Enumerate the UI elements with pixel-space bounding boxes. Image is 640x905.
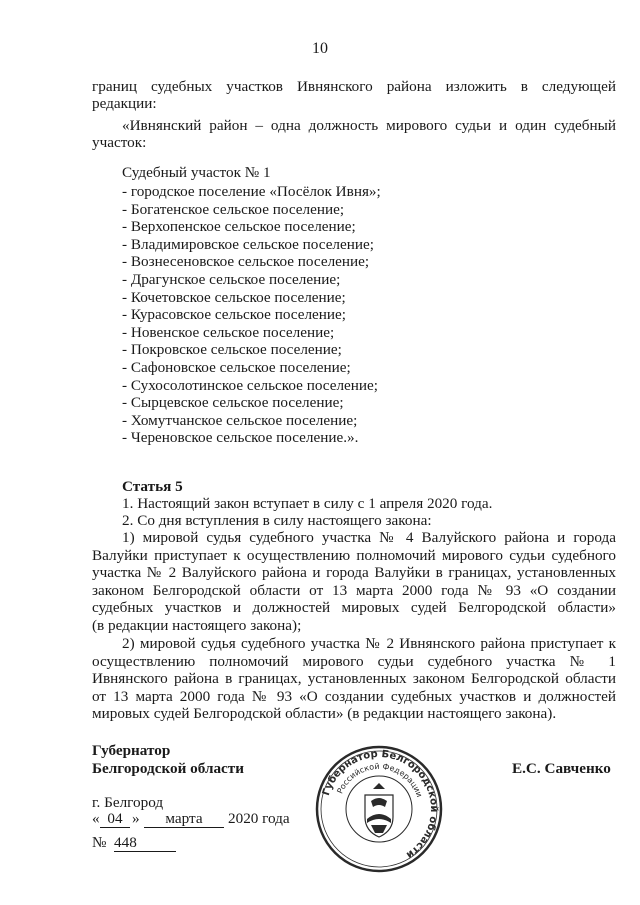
date-month: марта <box>144 810 224 828</box>
date-quote-close: » <box>132 810 140 827</box>
official-seal <box>315 745 443 873</box>
district-list-item: - городское поселение «Посёлок Ивня»; <box>122 183 381 200</box>
governor-title-1: Губернатор <box>92 742 171 759</box>
article-p3-line: законом Белгородской области от 13 марта 2000 года № 93 «О создании <box>92 581 616 599</box>
date-quote-open: « <box>92 810 100 827</box>
article-p3-line: 1) мировой судья судебного участка № 4 Валуйского района и города <box>122 529 616 546</box>
page-number: 10 <box>312 40 328 57</box>
article-heading: Статья 5 <box>122 478 183 495</box>
district-list-item: - Кочетовское сельское поселение; <box>122 288 346 306</box>
seal-inner-text: Российской Федерации <box>335 761 425 799</box>
article-p4-line: Ивнянского района в границах, установленных законом Белгородской области <box>92 670 616 688</box>
seal-outer-text: Губернатор Белгородской области <box>320 748 440 861</box>
article-p3-line: Валуйки приступает к осуществлению полномочий мирового судьи судебного <box>92 546 616 564</box>
district-list-item: - Покровское сельское поселение; <box>122 341 342 359</box>
article-p2: 2. Со дня вступления в силу настоящего закона: <box>122 512 432 529</box>
article-p4-last: мировых судей Белгородской области» (в редакции настоящего закона). <box>92 705 557 722</box>
district-list-item: - Курасовское сельское поселение; <box>122 306 346 324</box>
district-list-item: - Драгунское сельское поселение; <box>122 271 341 288</box>
article-p1: 1. Настоящий закон вступает в силу с 1 апреля 2020 года. <box>122 495 493 512</box>
quote-line-1: «Ивнянский район – одна должность мирового судьи и один судебный <box>122 117 616 134</box>
district-list-item: - Хомутчанское сельское поселение; <box>122 411 358 429</box>
district-list-item: - Вознесеновское сельское поселение; <box>122 253 370 271</box>
district-list-item: - Сырцевское сельское поселение; <box>122 394 344 412</box>
quote-line-2: участок: <box>92 134 147 151</box>
article-p4-line: от 13 марта 2000 года № 93 «О создании судебных участков и должностей <box>92 687 616 705</box>
district-list-item: - Сухосолотинское сельское поселение; <box>122 376 378 394</box>
number-line <box>92 834 192 852</box>
governor-title-2: Белгородской области <box>92 760 245 777</box>
article-p3-line: судебных участков и должностей мировых судей Белгородской области» <box>92 599 616 617</box>
intro-line-2: редакции: <box>92 95 157 112</box>
district-list-item: - Новенское сельское поселение; <box>122 323 335 341</box>
date-day: 04 <box>100 810 130 828</box>
document-number: 448 <box>114 834 176 852</box>
district-list-item: - Владимировское сельское поселение; <box>122 235 374 253</box>
city: г. Белгород <box>92 794 164 811</box>
district-list-item: - Верхопенское сельское поселение; <box>122 218 356 236</box>
date-line <box>92 810 292 828</box>
district-list-item: - Сафоновское сельское поселение; <box>122 359 351 376</box>
intro-line-1: границ судебных участков Ивнянского района изложить в следующей <box>92 78 616 95</box>
article-p4-line: 2) мировой судья судебного участка № 2 Ивнянского района приступает к <box>122 635 616 652</box>
district-list-item: - Череновское сельское поселение.». <box>122 429 359 447</box>
article-p3-last: (в редакции настоящего закона); <box>92 617 302 634</box>
district-list-item: - Богатенское сельское поселение; <box>122 200 345 218</box>
date-year: 2020 года <box>228 810 290 827</box>
article-p3-line: участка № 2 Валуйского района и города Валуйки в границах, установленных <box>92 564 616 582</box>
district-title: Судебный участок № 1 <box>122 164 271 181</box>
number-prefix: № <box>92 834 107 851</box>
article-p4-line: осуществлению полномочий мирового судьи судебного участка № 1 <box>92 652 616 670</box>
governor-name: Е.С. Савченко <box>512 760 611 777</box>
coat-of-arms-icon <box>365 783 393 837</box>
